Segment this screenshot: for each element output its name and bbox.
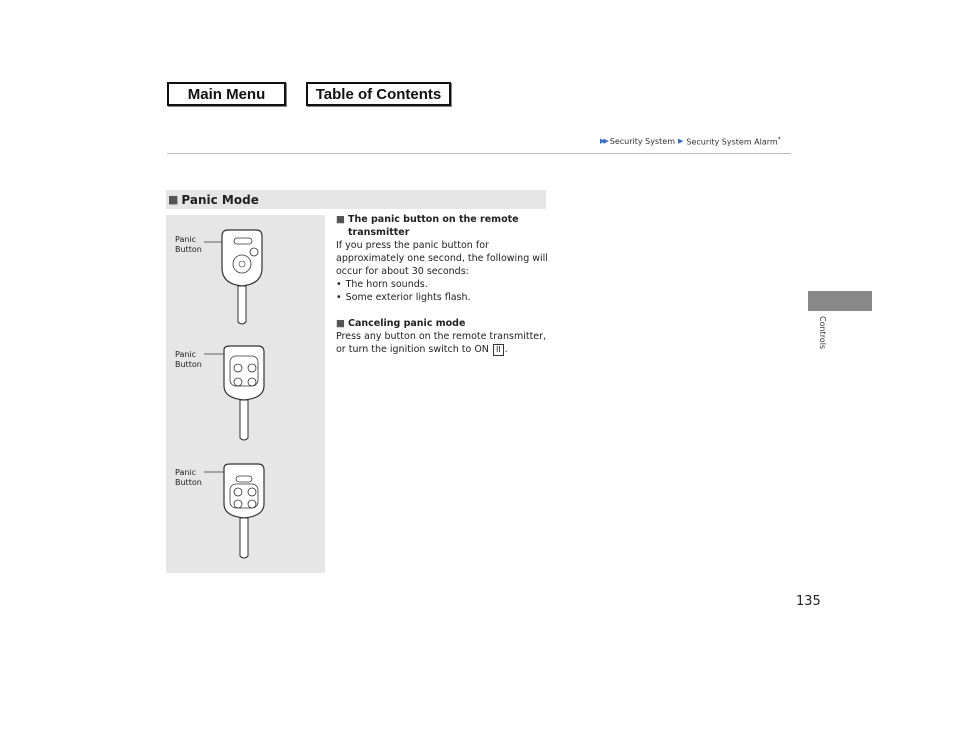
section-square-icon: ■ bbox=[168, 193, 179, 206]
main-menu-button[interactable]: Main Menu bbox=[167, 82, 286, 106]
section-title: Panic Mode bbox=[181, 192, 259, 207]
subheading-panic-button: ■ The panic button on the remote bbox=[336, 214, 519, 225]
paragraph-panic-effects: If you press the panic button for approximately one second, the following will occur for about 30 seconds: bbox=[336, 240, 548, 277]
panic-button-label-3: Panic Button bbox=[175, 468, 202, 487]
section-header bbox=[166, 190, 546, 209]
key-fob-illustration-1 bbox=[200, 226, 270, 326]
table-of-contents-button[interactable]: Table of Contents bbox=[306, 82, 451, 106]
ignition-position-ii-icon: II bbox=[493, 344, 504, 356]
page-number: 135 bbox=[796, 594, 821, 609]
list-item: • Some exterior lights flash. bbox=[336, 292, 471, 303]
paragraph-cancel-instructions: Press any button on the remote transmitter, or turn the ignition switch to ON II . bbox=[336, 331, 547, 355]
chapter-tab-marker bbox=[808, 291, 872, 311]
breadcrumb-arrow-icon: ▶ bbox=[678, 137, 684, 146]
square-bullet-icon: ■ bbox=[336, 318, 345, 329]
key-fob-illustration-3 bbox=[200, 462, 270, 562]
panic-button-label-2: Panic Button bbox=[175, 350, 202, 369]
subheading-canceling-panic: ■ Canceling panic mode bbox=[336, 318, 466, 329]
body-text bbox=[336, 213, 548, 356]
panic-button-label-1: Panic Button bbox=[175, 235, 202, 254]
breadcrumb bbox=[600, 136, 781, 147]
key-fob-illustration-2 bbox=[200, 344, 270, 444]
breadcrumb-level2[interactable]: Security System Alarm* bbox=[686, 136, 781, 147]
chapter-tab-label: Controls bbox=[818, 316, 827, 350]
breadcrumb-level1[interactable]: Security System bbox=[609, 136, 676, 146]
header-divider bbox=[167, 153, 791, 154]
breadcrumb-arrow-icon: ▶▶ bbox=[600, 137, 607, 146]
subheading-panic-button-line2: transmitter bbox=[348, 227, 410, 238]
square-bullet-icon: ■ bbox=[336, 214, 345, 225]
bullet-dot-icon: • bbox=[336, 279, 342, 290]
list-item: • The horn sounds. bbox=[336, 279, 428, 290]
bullet-dot-icon: • bbox=[336, 292, 342, 303]
